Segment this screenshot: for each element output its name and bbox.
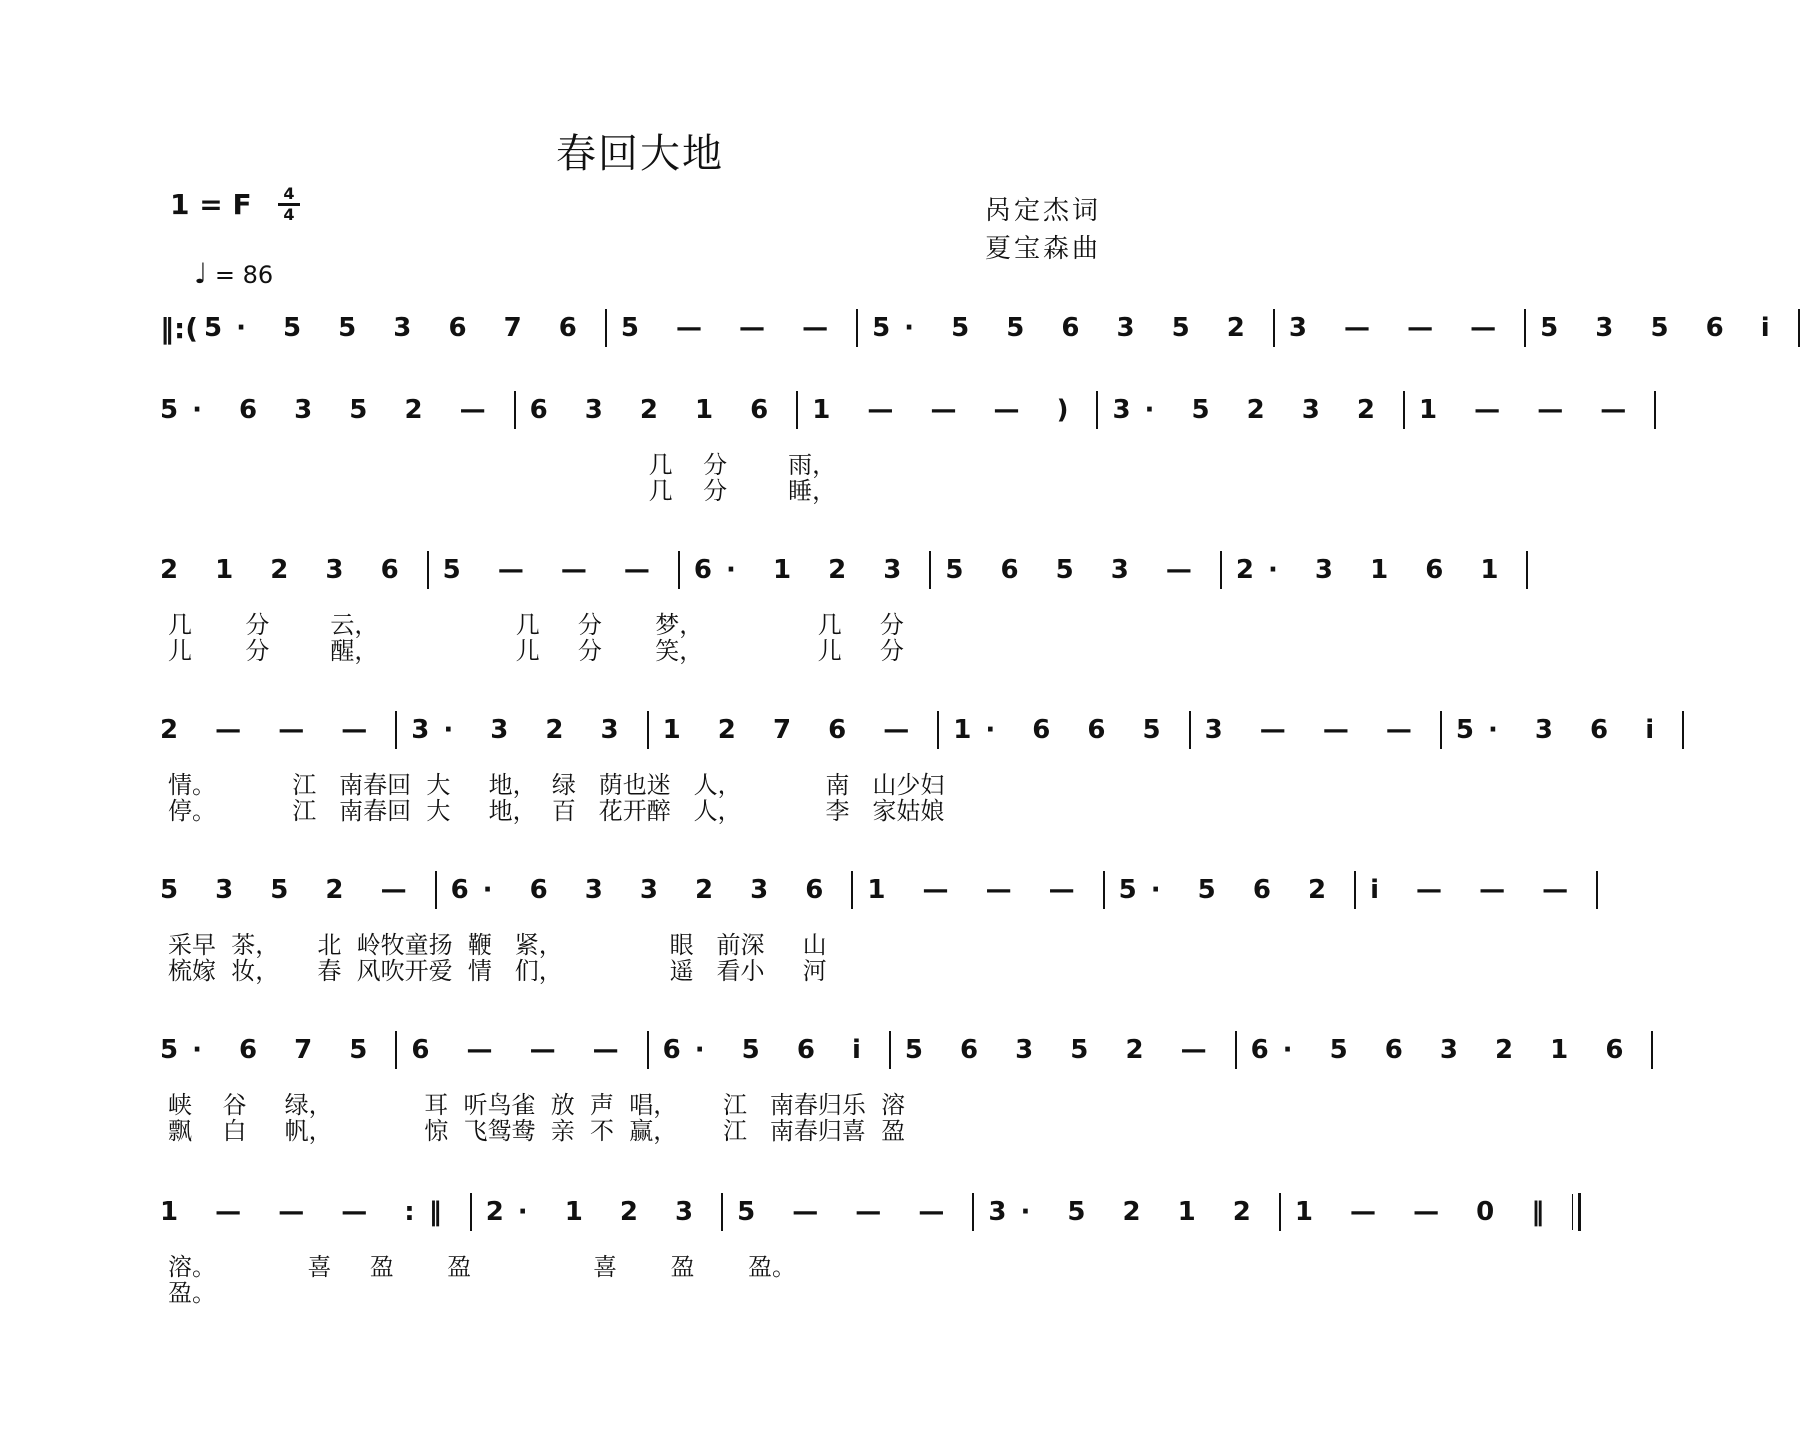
bar-line — [721, 1193, 723, 1231]
bar-line — [1524, 309, 1526, 347]
measure: 5· 6 3 5 2 — — [160, 395, 500, 425]
measure: 3· 3 2 3 — [411, 715, 633, 745]
notation-row — [160, 862, 1583, 918]
measure: 1 — — — — [1419, 395, 1641, 425]
lyrics-verse-2: 几 分 睡， — [168, 477, 837, 505]
bar-line — [647, 711, 649, 749]
bar-line — [1578, 1193, 1581, 1231]
measure: 6· 1 2 3 — [693, 555, 916, 585]
measure: 1 — — — ) — [812, 395, 1083, 425]
measure: 2 1 2 3 6 — [160, 555, 413, 585]
bar-line — [1220, 551, 1222, 589]
bar-line — [1279, 1193, 1281, 1231]
time-signature — [278, 186, 300, 223]
bar-line — [1403, 391, 1405, 429]
lyrics-verse-2: 停。 江 南春回 大 地， 百 花开醉 人， 李 家姑娘 — [168, 797, 945, 825]
lyricist-credit: 呙定杰词 — [985, 196, 1102, 226]
quarter-note-icon: ♩ — [194, 257, 208, 290]
song-title: 春回大地 — [556, 131, 724, 177]
measure: 6· 5 6 i — [662, 1035, 875, 1065]
measure: 1 2 7 6 — — [662, 715, 924, 745]
bar-line — [427, 551, 429, 589]
bar-line — [1798, 309, 1800, 347]
bar-line — [514, 391, 516, 429]
measure: 3· 5 2 1 2 — [988, 1197, 1265, 1227]
bar-line — [1273, 309, 1275, 347]
lyrics-verse-1: 采早 茶， 北 岭牧童扬 鞭 紧， 眼 前深 山 — [168, 931, 827, 959]
measure: 5 6 3 5 2 — — [904, 1035, 1221, 1065]
measure: 1 — — 0 ‖ — [1294, 1197, 1559, 1227]
bar-line — [435, 871, 437, 909]
bar-line — [1189, 711, 1191, 749]
measure: 2· 1 2 3 — [485, 1197, 708, 1227]
tempo-value: = 86 — [214, 261, 274, 289]
bar-line — [937, 711, 939, 749]
lyrics-verse-1: 情。 江 南春回 大 地， 绿 荫也迷 人， 南 山少妇 — [168, 771, 945, 799]
measure: 6 — — — — [411, 1035, 633, 1065]
measure: i — — — — [1370, 875, 1583, 905]
bar-line — [889, 1031, 891, 1069]
measure: 2 — — — — [160, 715, 382, 745]
measure: 5 3 5 2 — — [160, 875, 421, 905]
lyrics-verse-2: 儿 分 醒， 儿 分 笑， 儿 分 — [168, 637, 904, 665]
bar-line — [678, 551, 680, 589]
measure: 5 6 5 3 — — [945, 555, 1206, 585]
lyrics-verse-1: 几 分 雨， — [168, 451, 837, 479]
notation-row — [160, 300, 1784, 356]
bar-line — [1440, 711, 1442, 749]
measure: 5· 5 5 3 6 7 6 — [204, 313, 591, 343]
bar-line — [1651, 1031, 1653, 1069]
measure: 2· 3 1 6 1 — [1235, 555, 1513, 585]
tempo-marking — [194, 257, 273, 290]
measure: 3 — — — — [1204, 715, 1426, 745]
composer-credit: 夏宝森曲 — [985, 234, 1102, 264]
bar-line — [605, 309, 607, 347]
lyrics-verse-1: 峡 谷 绿， 耳 听鸟雀 放 声 唱， 江 南春归乐 溶 — [168, 1091, 906, 1119]
time-signature-bottom: 4 — [283, 205, 295, 224]
measure: 3 — — — — [1288, 313, 1511, 343]
measure: 3· 5 2 3 2 — [1112, 395, 1389, 425]
bar-line — [1596, 871, 1598, 909]
measure: 1· 6 6 5 — [953, 715, 1175, 745]
lyrics-verse-1: 溶。 喜 盈 盈 喜 盈 盈。 — [168, 1253, 796, 1281]
notation-row — [160, 1184, 1559, 1240]
bar-line — [647, 1031, 649, 1069]
measure: 5 — — — — [442, 555, 664, 585]
measure: 5· 5 5 6 3 5 2 — [872, 313, 1259, 343]
measure: 5· 5 6 2 — [1118, 875, 1341, 905]
measure: 6· 5 6 3 2 1 6 — [1250, 1035, 1638, 1065]
bar-line — [796, 391, 798, 429]
lyrics-verse-2: 飘 白 帆， 惊 飞鸳鸯 亲 不 赢， 江 南春归喜 盈 — [168, 1117, 906, 1145]
measure: 5· 6 7 5 — [160, 1035, 382, 1065]
repeat-start-sign: ‖:( — [160, 311, 198, 345]
key-signature: 1 = F — [170, 188, 252, 221]
bar-line — [1682, 711, 1684, 749]
bar-line — [470, 1193, 472, 1231]
bar-line — [851, 871, 853, 909]
measure: 1 — — — :‖ — [160, 1197, 456, 1227]
time-signature-top: 4 — [283, 184, 295, 203]
bar-line — [395, 1031, 397, 1069]
measure: 6· 6 3 3 2 3 6 — [450, 875, 838, 905]
notation-row — [160, 542, 1513, 598]
measure: 5· 3 6 i — [1455, 715, 1669, 745]
bar-line — [1096, 391, 1098, 429]
lyrics-verse-2: 梳嫁 妆， 春 风吹开爱 情 们， 遥 看小 河 — [168, 957, 827, 985]
bar-line — [1235, 1031, 1237, 1069]
lyrics-verse-1: 几 分 云， 几 分 梦， 几 分 — [168, 611, 904, 639]
measure: 5 3 5 6 i — [1540, 313, 1784, 343]
bar-line — [395, 711, 397, 749]
bar-line — [856, 309, 858, 347]
measure: 5 — — — — [620, 313, 843, 343]
lyrics-verse-2: 盈。 — [168, 1279, 216, 1307]
measure: 5 — — — — [737, 1197, 959, 1227]
bar-line — [1526, 551, 1528, 589]
bar-line — [929, 551, 931, 589]
bar-line — [1103, 871, 1105, 909]
bar-line — [1354, 871, 1356, 909]
bar-line — [972, 1193, 974, 1231]
notation-row — [160, 382, 1641, 438]
measure: 1 — — — — [867, 875, 1089, 905]
bar-line — [1654, 391, 1656, 429]
measure: 6 3 2 1 6 — [529, 395, 783, 425]
notation-row — [160, 1022, 1638, 1078]
notation-row — [160, 702, 1669, 758]
